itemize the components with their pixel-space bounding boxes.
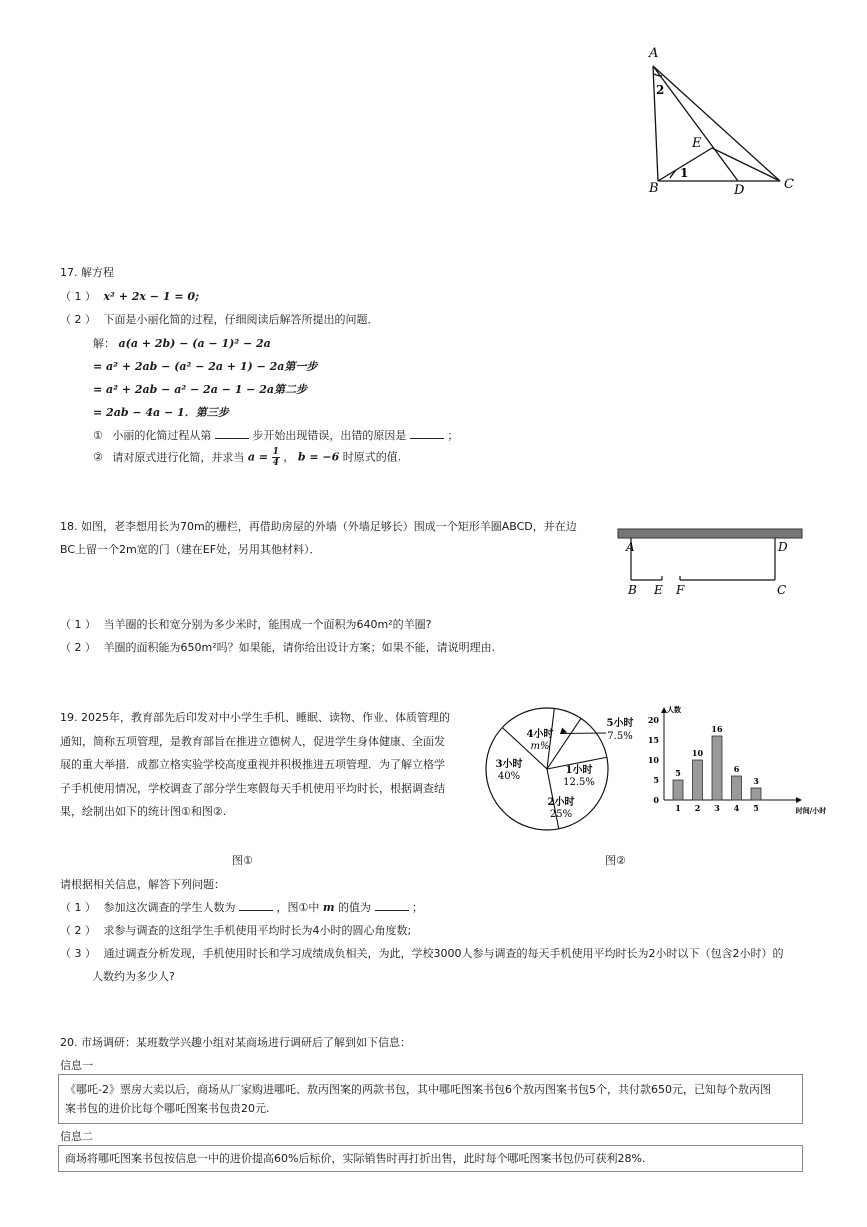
bar-value-label: 10 xyxy=(691,748,704,758)
q19-part2-text: 求参与调查的这组学生手机使用平均时长为4小时的圆心角度数; xyxy=(103,924,412,937)
q18-line1: 18. 如图，老李想用长为70m的栅栏，再借助房屋的外墙（外墙足够长）围成一个矩形羊圈ABCD，并在边 xyxy=(60,520,577,533)
fraction-denominator: 4 xyxy=(272,458,279,468)
q17-sub1-mark: ① xyxy=(93,429,103,442)
pie-slice-label: 2小时 xyxy=(547,797,575,808)
pen-figure xyxy=(612,524,807,599)
label-d: D xyxy=(734,183,745,198)
q19-part1-m: m xyxy=(322,901,335,914)
angle-2-arc xyxy=(654,74,662,76)
pie-callout-arrow xyxy=(560,728,567,734)
q18-part1 xyxy=(60,616,431,632)
pen-label-a: A xyxy=(626,540,635,554)
pie-slice-value: m% xyxy=(530,741,550,752)
q17-solution-line3: = a² + 2ab − a² − 2a − 1 − 2a第二步 xyxy=(93,383,308,396)
triangle-figure xyxy=(640,40,810,200)
q17-sub2-text-a: 请对原式进行化简，并求当 xyxy=(112,450,245,464)
bar-value-label: 6 xyxy=(733,764,740,774)
q19-part1-text-d: ； xyxy=(412,901,424,914)
q17-sub2-text-c: 时原式的值. xyxy=(342,450,402,464)
q18-part1-text: 当羊圈的长和宽分别为多少米时，能围成一个面积为640m²的羊圈? xyxy=(103,618,432,631)
q17-sub2-b-equals: b = −6 xyxy=(297,450,340,464)
q17-sub2-fraction xyxy=(272,447,280,468)
q17-sub2-a-equals: a = xyxy=(247,450,269,464)
q17-expression-line1: a(a + 2b) − (a − 1)² − 2a xyxy=(118,337,271,350)
q19-part1-text-a: 参加这次调查的学生人数为 xyxy=(103,901,236,914)
q19-line: 展的重大举措．成都立格实验学校高度重视并积极推进五项管理．为了解立格学 xyxy=(60,758,445,771)
q17-sub1-text-c: ； xyxy=(447,429,459,442)
q18-line2: BC上留一个2m宽的门（建在EF处，另用其他材料）． xyxy=(60,543,321,556)
info1-label: 信息一 xyxy=(60,1059,93,1072)
q17-part1-equation: x² + 2x − 1 = 0; xyxy=(103,290,200,303)
bar xyxy=(751,788,761,800)
bar xyxy=(712,736,722,800)
q17-solution-line2: = a² + 2ab − (a² − 2a + 1) − 2a第一步 xyxy=(93,360,318,373)
q18-part1-number: （ 1 ） xyxy=(60,618,96,631)
pie-slice-label: 4小时 xyxy=(526,729,554,740)
fraction-numerator: 1 xyxy=(272,447,279,457)
info1-line: 《哪吒-2》票房大卖以后，商场从厂家购进哪吒、敖丙图案的两款书包，其中哪吒图案书包6个敖丙图案书包5个，共付款650元，已知每个敖丙图 xyxy=(65,1083,771,1096)
info2-box xyxy=(58,1145,803,1172)
q19-part3 xyxy=(60,945,784,961)
q17-solution-line1 xyxy=(93,335,271,351)
y-tick-label: 15 xyxy=(647,735,659,745)
segment-ad xyxy=(653,66,738,181)
q19-part2 xyxy=(60,922,411,938)
pen-label-d: D xyxy=(778,540,788,554)
q19-part3-text-a: 通过调查分析发现，手机使用时长和学习成绩成负相关，为此，学校3000人参与调查的每天手机使用平均时长为2小时以下（包含2小时）的 xyxy=(103,947,784,960)
q17-sub1-text-a: 小丽的化简过程从第 xyxy=(112,429,212,442)
pie-slice-value: 25% xyxy=(549,809,573,820)
y-tick-label: 0 xyxy=(653,795,659,805)
x-tick-label: 4 xyxy=(733,803,740,813)
fig1-caption: 图① xyxy=(232,854,253,867)
q19-part1-number: （ 1 ） xyxy=(60,901,96,914)
pie-slice-value: 7.5% xyxy=(607,731,633,742)
q17-sub2-comma: ， xyxy=(283,450,295,464)
info2-label: 信息二 xyxy=(60,1130,93,1143)
q19-part3-number: （ 3 ） xyxy=(60,947,96,960)
q19-part1-text-c: 的值为 xyxy=(338,901,372,914)
segment-ac xyxy=(653,66,780,181)
fig2-caption: 图② xyxy=(605,854,626,867)
q17-sub2-mark: ② xyxy=(93,450,103,464)
y-tick-label: 20 xyxy=(647,715,659,725)
q19-body xyxy=(60,706,450,824)
x-tick-label: 5 xyxy=(753,803,759,813)
pie-chart xyxy=(485,705,645,835)
q19-line: 果，绘制出如下的统计图①和图②. xyxy=(60,805,227,818)
segment-ec xyxy=(712,148,780,181)
y-tick-label: 5 xyxy=(653,775,659,785)
house-wall xyxy=(618,529,802,538)
pen-label-c: C xyxy=(777,583,787,597)
q19-part1 xyxy=(60,899,423,915)
q17-title: 17. 解方程 xyxy=(60,266,114,279)
pie-slice-value: 40% xyxy=(497,771,521,782)
q17-sub1-blank1[interactable] xyxy=(215,429,249,439)
y-axis-label: 人数 xyxy=(667,705,681,714)
x-axis-arrow xyxy=(796,797,802,803)
q19-part1-text-b: ，图①中 xyxy=(276,901,320,914)
q17-part2-text: 下面是小丽化简的过程，仔细阅读后解答所提出的问题． xyxy=(103,313,379,326)
q17-part1 xyxy=(60,288,199,304)
q19-line: 子手机使用情况，学校调查了部分学生寒假每天手机使用平均时长，根据调查结 xyxy=(60,781,445,795)
q18-part2-number: （ 2 ） xyxy=(60,641,96,654)
x-axis-label: 时间/小时 xyxy=(795,806,827,815)
q19-part1-blank1[interactable] xyxy=(239,901,273,911)
q17-solution-label: 解： xyxy=(93,337,115,350)
q17-sub2 xyxy=(93,447,401,468)
q17-sub1-blank2[interactable] xyxy=(410,429,444,439)
label-angle-2: 2 xyxy=(656,83,665,97)
label-b: B xyxy=(649,181,659,196)
bar-value-label: 3 xyxy=(753,776,759,786)
pen-label-b: B xyxy=(628,583,637,597)
q19-part2-number: （ 2 ） xyxy=(60,924,96,937)
bar-value-label: 5 xyxy=(675,768,681,778)
bar xyxy=(693,760,703,800)
q17-part2-number: （ 2 ） xyxy=(60,313,96,326)
y-tick-label: 10 xyxy=(647,755,659,765)
q19-prompt: 请根据相关信息，解答下列问题： xyxy=(60,878,225,891)
q17-part2 xyxy=(60,311,379,327)
pie-slice-label: 3小时 xyxy=(495,759,523,770)
pen-label-f: F xyxy=(676,583,685,597)
bar xyxy=(732,776,742,800)
x-tick-label: 3 xyxy=(714,803,720,813)
q19-part1-blank2[interactable] xyxy=(375,901,409,911)
q19-line: 19. 2025年，教育部先后印发对中小学生手机、睡眠、读物、作业、体质管理的 xyxy=(60,711,450,724)
x-tick-label: 2 xyxy=(694,803,701,813)
label-a: A xyxy=(649,46,659,61)
q19-line: 通知，简称五项管理，是教育部旨在推进立德树人，促进学生身体健康、全面发 xyxy=(60,734,445,748)
q17-part1-number: （ 1 ） xyxy=(60,290,96,303)
pie-slice-value: 12.5% xyxy=(563,777,595,788)
x-tick-label: 1 xyxy=(675,803,681,813)
q17-solution-line4: = 2ab − 4a − 1．第三步 xyxy=(93,406,229,419)
q17-sub1 xyxy=(93,427,458,443)
q20-title: 20. 市场调研：某班数学兴趣小组对某商场进行调研后了解到如下信息： xyxy=(60,1036,411,1049)
q19-part3-line2: 人数约为多少人? xyxy=(92,970,175,983)
bar-chart xyxy=(647,703,827,818)
q18-part2-text: 羊圈的面积能为650m²吗？如果能，请你给出设计方案；如果不能，请说明理由. xyxy=(103,641,496,654)
label-angle-1: 1 xyxy=(680,166,689,180)
label-c: C xyxy=(784,177,794,192)
info1-box xyxy=(58,1074,803,1124)
label-e: E xyxy=(692,136,702,151)
info1-line: 案书包的进价比每个哪吒图案书包贵20元. xyxy=(65,1102,270,1115)
pie-callout-line xyxy=(560,733,606,734)
info2-line: 商场将哪吒图案书包按信息一中的进价提高60%后标价，实际销售时再打折出售，此时每个哪吒图案书包仍可获利28%. xyxy=(65,1152,646,1165)
pen-label-e: E xyxy=(654,583,663,597)
pie-slice-label: 5小时 xyxy=(606,718,634,729)
bar xyxy=(673,780,683,800)
bar-value-label: 16 xyxy=(711,724,723,734)
q17-sub1-text-b: 步开始出现错误，出错的原因是 xyxy=(252,429,407,442)
pie-slice-label: 1小时 xyxy=(565,765,593,776)
q18-part2 xyxy=(60,639,495,655)
